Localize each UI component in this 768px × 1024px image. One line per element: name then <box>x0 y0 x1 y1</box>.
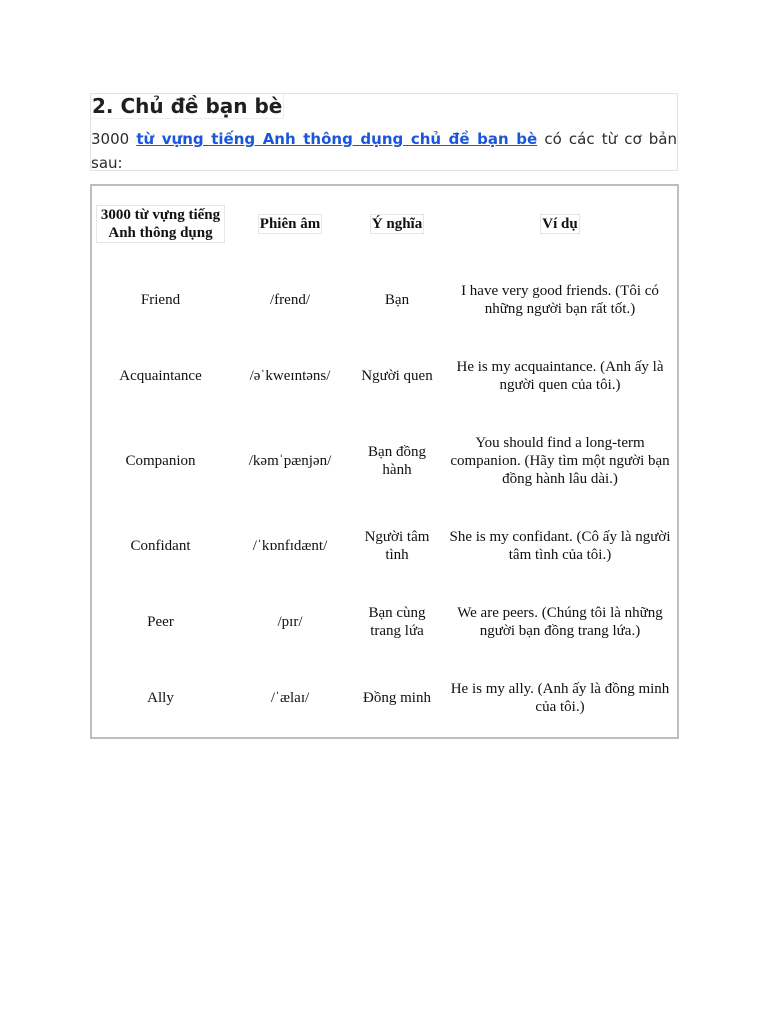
cell-meaning: Đồng minh <box>363 690 431 706</box>
cell-example: I have very good friends. (Tôi có những người bạn rất tốt.) <box>461 283 659 317</box>
table-row <box>92 262 677 338</box>
cell-ipa: /kəmˈpænjən/ <box>248 453 332 469</box>
cell-example: We are peers. (Chúng tôi là những người bạn đồng trang lứa.) <box>457 605 663 639</box>
intro-paragraph <box>91 127 677 175</box>
cell-meaning: Người quen <box>361 368 433 384</box>
table-row <box>92 338 677 414</box>
cell-word: Friend <box>140 292 181 308</box>
header-meaning <box>351 186 443 262</box>
cell-example: He is my acquaintance. (Anh ấy là người quen của tôi.) <box>456 359 664 393</box>
vocabulary-table <box>92 186 677 736</box>
vocabulary-table-container <box>90 184 679 739</box>
header-word-label: 3000 từ vựng tiếng Anh thông dụng <box>96 205 225 243</box>
table-row <box>92 414 677 508</box>
cell-meaning: Bạn <box>384 292 410 308</box>
cell-example: He is my ally. (Anh ấy là đồng minh của tôi.) <box>450 681 670 715</box>
intro-suffix: có các từ cơ bản sau: <box>91 130 677 172</box>
section-heading: 2. Chủ đề bạn bè <box>92 94 283 118</box>
table-row <box>92 508 677 584</box>
vocabulary-topic-link[interactable]: từ vựng tiếng Anh thông dụng chủ đề bạn bè <box>136 130 538 148</box>
cell-word: Acquaintance <box>119 368 202 384</box>
cell-ipa: /ˈkɒnfɪdænt/ <box>252 538 328 554</box>
header-example <box>443 186 677 262</box>
header-ipa-label: Phiên âm <box>259 216 321 232</box>
cell-meaning: Bạn đồng hành <box>368 444 426 478</box>
cell-meaning: Người tâm tình <box>364 529 430 563</box>
table-row <box>92 584 677 660</box>
cell-ipa: /əˈkweɪntəns/ <box>249 368 331 384</box>
cell-example: She is my confidant. (Cô ấy là người tâm tình của tôi.) <box>449 529 671 563</box>
cell-ipa: /frend/ <box>270 292 310 308</box>
table-row <box>92 660 677 736</box>
table-header-row <box>92 186 677 262</box>
header-word <box>92 186 229 262</box>
cell-example: You should find a long-term companion. (Hãy tìm một người bạn đồng hành lâu dài.) <box>450 435 670 487</box>
cell-word: Companion <box>125 453 196 469</box>
header-ipa <box>229 186 351 262</box>
cell-meaning: Bạn cùng trang lứa <box>368 605 426 639</box>
header-meaning-label: Ý nghĩa <box>371 216 423 232</box>
header-example-label: Ví dụ <box>542 216 578 232</box>
cell-word: Confidant <box>130 538 191 554</box>
cell-ipa: /ˈælaɪ/ <box>270 690 310 706</box>
cell-word: Peer <box>147 614 174 630</box>
cell-word: Ally <box>147 690 174 706</box>
intro-prefix: 3000 <box>91 130 137 148</box>
cell-ipa: /pɪr/ <box>277 614 303 630</box>
intro-section <box>90 93 678 171</box>
